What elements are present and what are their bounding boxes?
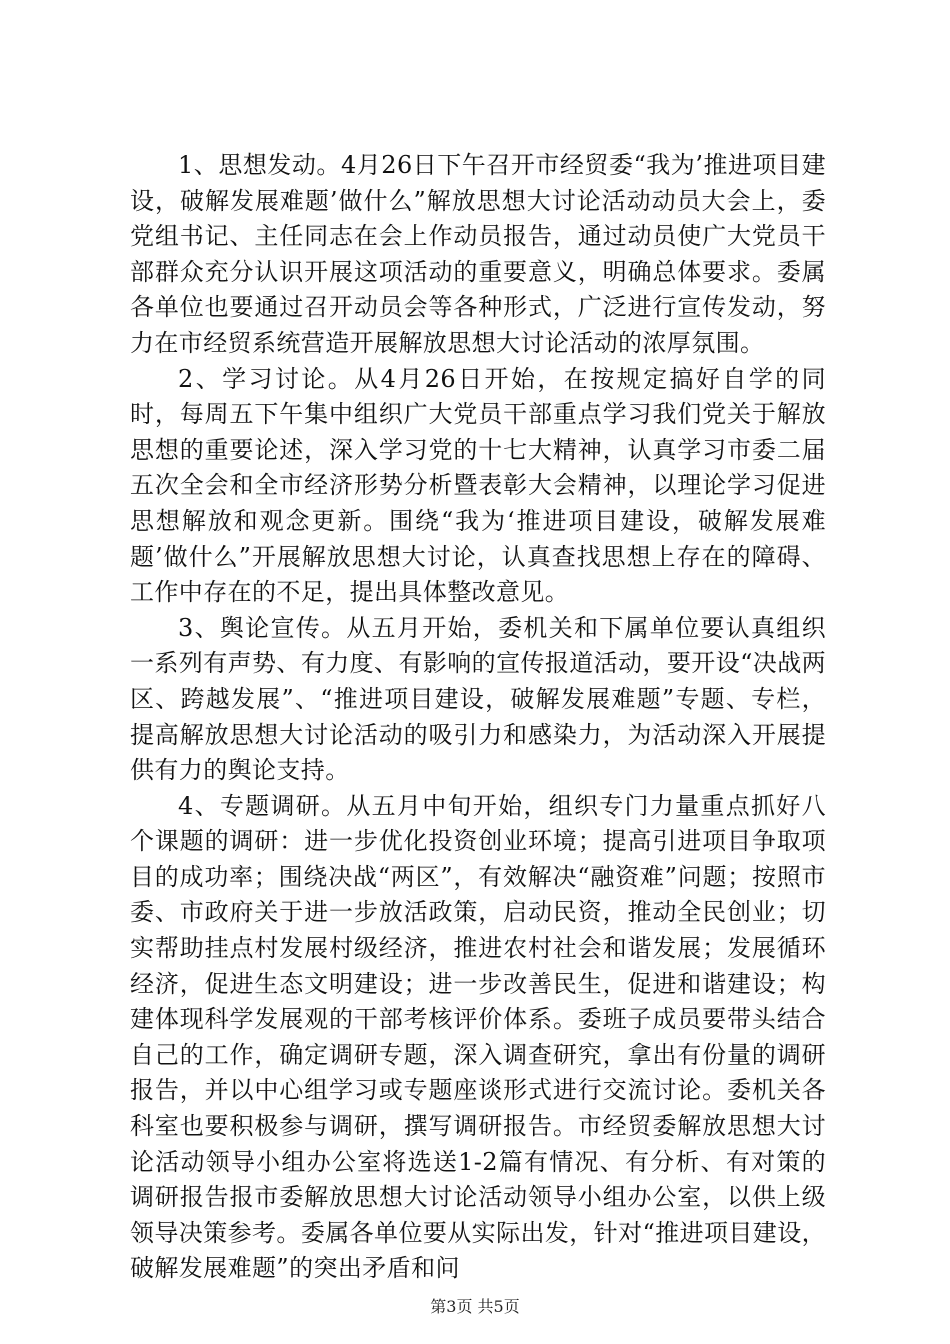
paragraph-special-research: 4、专题调研。从五月中旬开始，组织专门力量重点抓好八个课题的调研：进一步优化投资创业环境；提高引进项目争取项目的成功率；围绕决战“两区”，有效解决“融资难”问题；按照市委、市政府关于进一步放活政策，启动民资，推动全民创业；切实帮助挂点村发展村级经济，推进农村社会和谐发展；发展循环经济，促进生态文明建设；进一步改善民生，促进和谐建设；构建体现科学发展观的干部考核评价体系。委班子成员要带头结合自己的工作，确定调研专题，深入调查研究，拿出有份量的调研报告，并以中心组学习或专题座谈形式进行交流讨论。委机关各科室也要积极参与调研，撰写调研报告。市经贸委解放思想大讨论活动领导小组办公室将选送1-2篇有情况、有分析、有对策的调研报告报市委解放思想大讨论活动领导小组办公室，以供上级领导决策参考。委属各单位要从实际出发，针对“推进项目建设，破解发展难题”的突出矛盾和问	[130, 791, 826, 1283]
paragraph-study-discussion: 2、学习讨论。从4月26日开始，在按规定搞好自学的同时，每周五下午集中组织广大党员干部重点学习我们党关于解放思想的重要论述，深入学习党的十七大精神，认真学习市委二届五次全会和全市经济形势分析暨表彰大会精神，以理论学习促进思想解放和观念更新。围绕“我为‘推进项目建设，破解发展难题’做什么”开展解放思想大讨论，认真查找思想上存在的障碍、工作中存在的不足，提出具体整改意见。	[130, 364, 826, 607]
document-body	[130, 148, 826, 1287]
page-number-footer: 第3页 共5页	[430, 1297, 520, 1316]
paragraph-thought-mobilization: 1、思想发动。4月26日下午召开市经贸委“我为’推进项目建设，破解发展难题’做什么”解放思想大讨论活动动员大会上，委党组书记、主任同志在会上作动员报告，通过动员使广大党员干部群众充分认识开展这项活动的重要意义，明确总体要求。委属各单位也要通过召开动员会等各种形式，广泛进行宣传发动，努力在市经贸系统营造开展解放思想大讨论活动的浓厚氛围。	[130, 151, 826, 357]
paragraph-public-opinion: 3、舆论宣传。从五月开始，委机关和下属单位要认真组织一系列有声势、有力度、有影响的宣传报道活动，要开设“决战两区、跨越发展”、“推进项目建设，破解发展难题”专题、专栏，提高解放思想大讨论活动的吸引力和感染力，为活动深入开展提供有力的舆论支持。	[130, 613, 826, 785]
